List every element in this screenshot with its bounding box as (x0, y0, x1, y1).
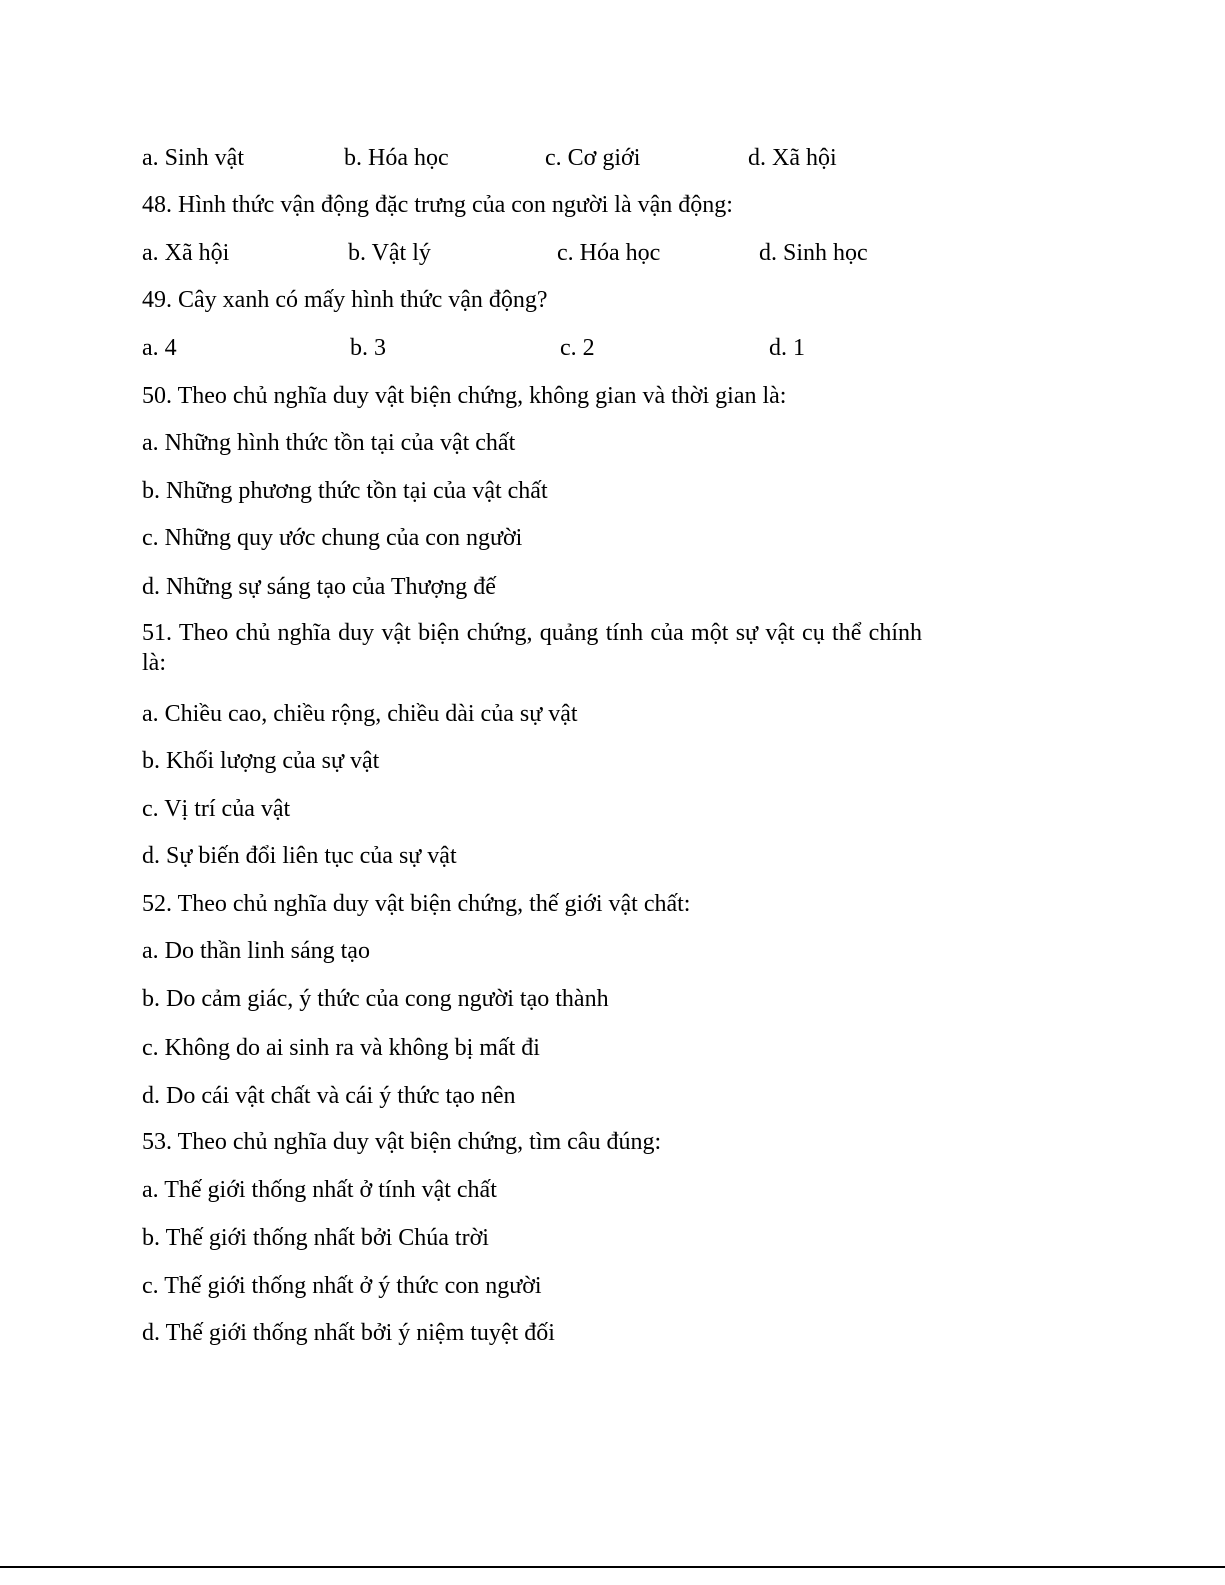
q53-option-b: b. Thế giới thống nhất bởi Chúa trời (142, 1225, 489, 1251)
q49-option-d: d. 1 (769, 335, 805, 361)
q53-option-a: a. Thế giới thống nhất ở tính vật chất (142, 1177, 497, 1203)
q47-option-a: a. Sinh vật (142, 145, 244, 171)
q52-option-c: c. Không do ai sinh ra và không bị mất đi (142, 1035, 540, 1061)
q52-option-a: a. Do thần linh sáng tạo (142, 938, 370, 964)
q47-option-b: b. Hóa học (344, 145, 449, 171)
q49-option-b: b. 3 (350, 335, 386, 361)
q51-option-d: d. Sự biến đổi liên tục của sự vật (142, 843, 457, 869)
q47-option-d: d. Xã hội (748, 145, 837, 171)
q48-options (142, 238, 1042, 268)
q47-option-c: c. Cơ giới (545, 145, 641, 171)
q52-question: 52. Theo chủ nghĩa duy vật biện chứng, thế giới vật chất: (142, 891, 691, 917)
q53-question: 53. Theo chủ nghĩa duy vật biện chứng, tìm câu đúng: (142, 1129, 662, 1155)
q47-options (142, 143, 1042, 173)
q52-option-d: d. Do cái vật chất và cái ý thức tạo nên (142, 1083, 516, 1109)
q48-option-a: a. Xã hội (142, 240, 230, 266)
q50-option-b: b. Những phương thức tồn tại của vật chất (142, 478, 548, 504)
q50-option-a: a. Những hình thức tồn tại của vật chất (142, 430, 516, 456)
q48-option-b: b. Vật lý (348, 240, 431, 266)
q51-option-a: a. Chiều cao, chiều rộng, chiều dài của sự vật (142, 701, 578, 727)
q53-option-d: d. Thế giới thống nhất bởi ý niệm tuyệt đối (142, 1320, 555, 1346)
q53-option-c: c. Thế giới thống nhất ở ý thức con người (142, 1273, 542, 1299)
q51-option-c: c. Vị trí của vật (142, 796, 291, 822)
q50-option-c: c. Những quy ước chung của con người (142, 525, 523, 551)
q51-option-b: b. Khối lượng của sự vật (142, 748, 380, 774)
q49-options (142, 333, 1042, 363)
q49-option-c: c. 2 (560, 335, 595, 361)
q49-option-a: a. 4 (142, 335, 177, 361)
q50-question: 50. Theo chủ nghĩa duy vật biện chứng, không gian và thời gian là: (142, 383, 787, 409)
q49-question: 49. Cây xanh có mấy hình thức vận động? (142, 287, 548, 313)
page-bottom-border (0, 1566, 1225, 1568)
q51-question: 51. Theo chủ nghĩa duy vật biện chứng, quảng tính của một sự vật cụ thể chính là: (142, 620, 922, 676)
q52-option-b: b. Do cảm giác, ý thức của cong người tạo thành (142, 986, 609, 1012)
q48-question: 48. Hình thức vận động đặc trưng của con người là vận động: (142, 192, 733, 218)
q48-option-c: c. Hóa học (557, 240, 661, 266)
q50-option-d: d. Những sự sáng tạo của Thượng đế (142, 574, 496, 600)
q48-option-d: d. Sinh học (759, 240, 868, 266)
